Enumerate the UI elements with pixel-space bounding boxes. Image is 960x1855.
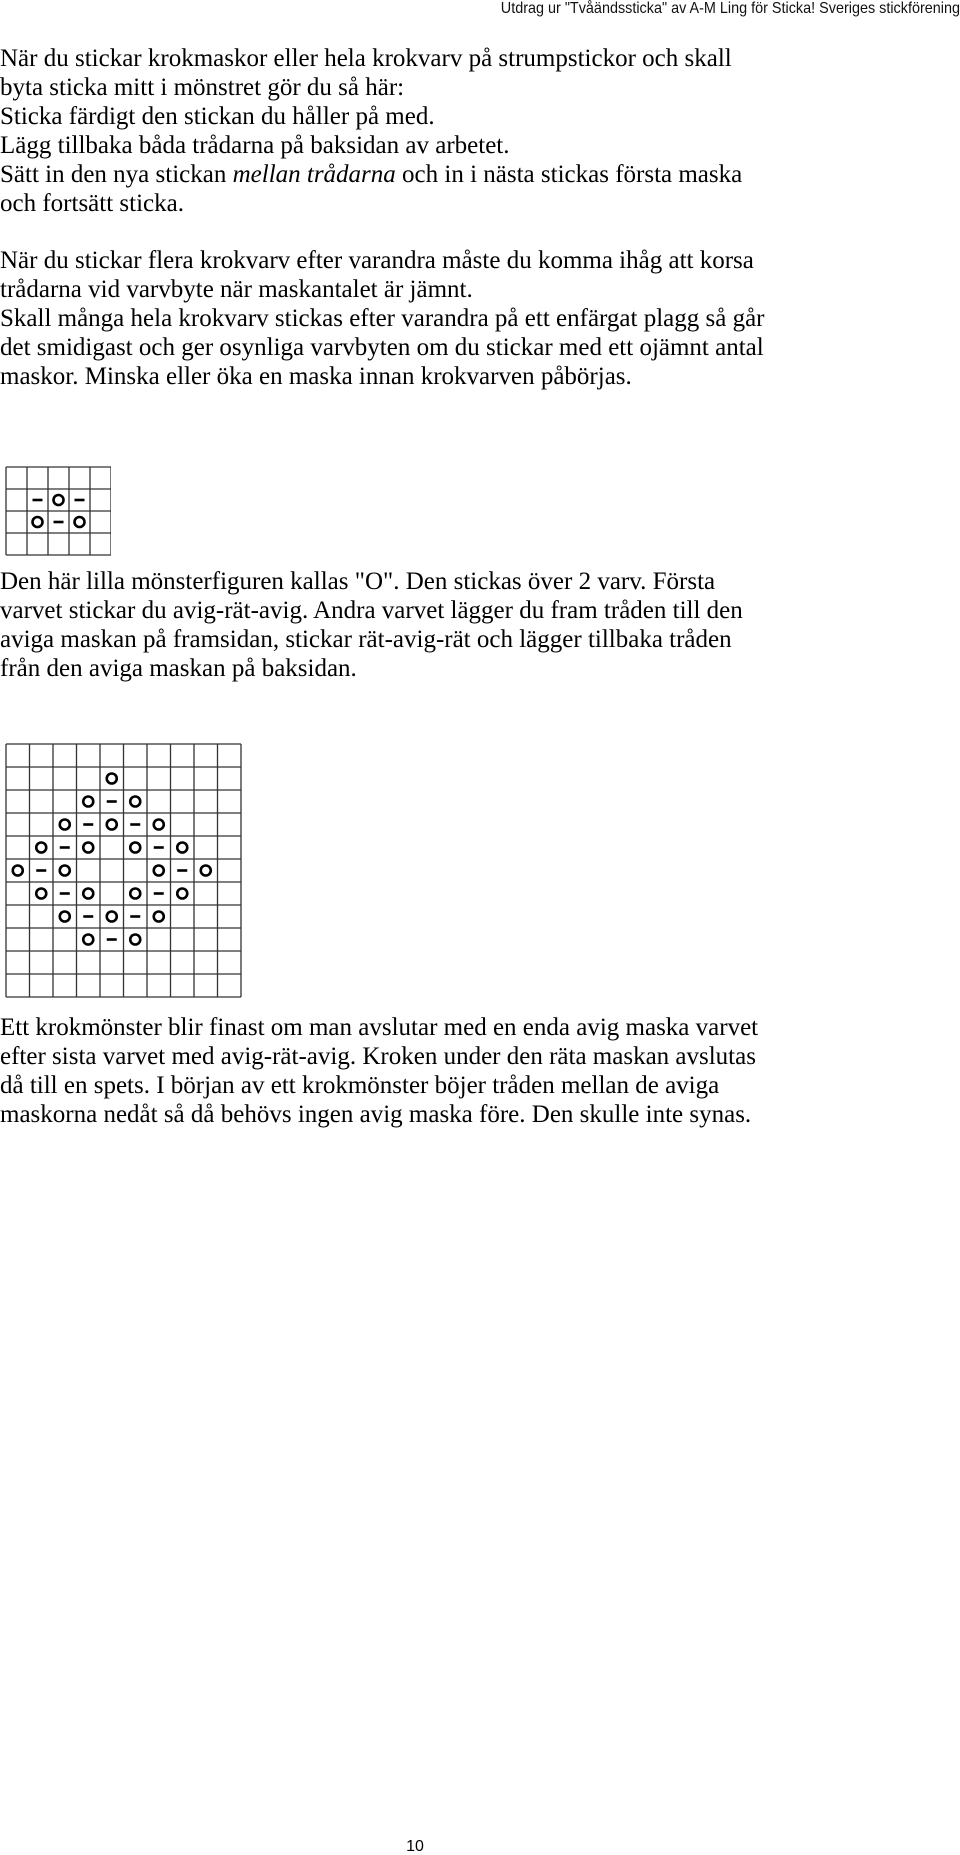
paragraph-needle-change — [0, 44, 960, 218]
paragraph-crook-pattern — [0, 1013, 960, 1129]
text-line: När du stickar flera krokvarv efter varandra måste du komma ihåg att korsa — [0, 247, 754, 274]
stitch-purl-symbol — [130, 797, 140, 807]
page-number: 10 — [406, 1838, 424, 1855]
stitch-purl-symbol — [107, 820, 117, 830]
stitch-purl-symbol — [60, 820, 70, 830]
text-line: efter sista varvet med avig-rät-avig. Kroken under den räta maskan avslutas — [0, 1043, 756, 1070]
stitch-purl-symbol — [60, 912, 70, 922]
stitch-purl-symbol — [60, 866, 70, 876]
text-line: varvet stickar du avig-rät-avig. Andra varvet lägger du fram tråden till den — [0, 597, 743, 624]
text-line: maskor. Minska eller öka en maska innan krokvarven påbörjas. — [0, 363, 632, 390]
text-line: Ett krokmönster blir finast om man avslutar med en enda avig maska varvet — [0, 1014, 759, 1041]
page-header: Utdrag ur "Tvåändssticka" av A-M Ling för Sticka! Sveriges stickförening — [500, 0, 960, 17]
text-line: aviga maskan på framsidan, stickar rät-avig-rät och lägger tillbaka tråden — [0, 626, 732, 653]
text-line: och fortsätt sticka. — [0, 190, 184, 217]
stitch-purl-symbol — [13, 866, 23, 876]
stitch-purl-symbol — [177, 843, 187, 853]
stitch-purl-symbol — [130, 843, 140, 853]
text-line: När du stickar krokmaskor eller hela krokvarv på strumpstickor och skall — [0, 45, 732, 72]
italic-text: mellan trådarna — [232, 161, 396, 188]
text-line: byta sticka mitt i mönstret gör du så här: — [0, 74, 405, 101]
stitch-purl-symbol — [83, 935, 93, 945]
stitch-purl-symbol — [36, 889, 46, 899]
stitch-purl-symbol — [177, 889, 187, 899]
text-line: Den här lilla mönsterfiguren kallas "O". Den stickas över 2 varv. Första — [0, 568, 716, 595]
text-line: trådarna vid varvbyte när maskantalet är jämnt. — [0, 276, 473, 303]
text-line: då till en spets. I början av ett krokmönster böjer tråden mellan de aviga — [0, 1072, 720, 1099]
text-line: Skall många hela krokvarv stickas efter varandra på ett enfärgat plagg så går — [0, 305, 765, 332]
text-line: det smidigast och ger osynliga varvbyten om du stickar med ett ojämnt antal — [0, 334, 764, 361]
text-line: från den aviga maskan på baksidan. — [0, 655, 357, 682]
stitch-purl-symbol — [130, 889, 140, 899]
stitch-purl-symbol — [83, 843, 93, 853]
text-line: Sticka färdigt den stickan du håller på med. — [0, 103, 435, 130]
paragraph-row-change — [0, 246, 960, 391]
text-line: Lägg tillbaka båda trådarna på baksidan av arbetet. — [0, 132, 510, 159]
paragraph-o-figure — [0, 567, 960, 683]
text-after: och in i nästa stickas första maska — [395, 161, 743, 188]
stitch-purl-symbol — [154, 912, 164, 922]
stitch-purl-symbol — [54, 495, 64, 505]
pattern-chart-o — [5, 466, 111, 562]
text-line: maskorna nedåt så då behövs ingen avig maska före. Den skulle inte synas. — [0, 1101, 752, 1128]
stitch-purl-symbol — [107, 912, 117, 922]
text-line-emphasis — [0, 160, 960, 189]
stitch-purl-symbol — [36, 843, 46, 853]
stitch-purl-symbol — [154, 866, 164, 876]
text-before: Sätt in den nya stickan — [0, 161, 233, 188]
stitch-purl-symbol — [83, 797, 93, 807]
pattern-chart-diamond — [5, 743, 243, 1001]
stitch-purl-symbol — [33, 517, 43, 527]
stitch-purl-symbol — [83, 889, 93, 899]
stitch-purl-symbol — [107, 774, 117, 784]
stitch-purl-symbol — [154, 820, 164, 830]
stitch-purl-symbol — [201, 866, 211, 876]
stitch-purl-symbol — [130, 935, 140, 945]
stitch-purl-symbol — [75, 517, 85, 527]
